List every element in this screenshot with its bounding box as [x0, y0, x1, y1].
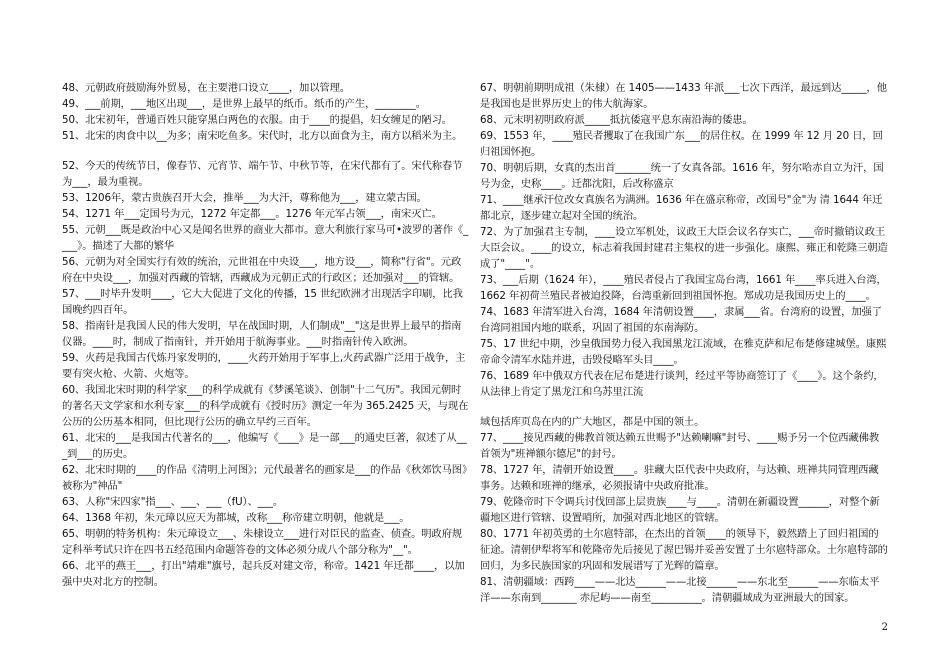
question-51: 51、北宋的肉食中以__为多；南宋吃鱼多。宋代时，北方以面食为主，南方以稻米为主。: [62, 130, 463, 142]
question-76: 76、1689 年中俄双方代表在尼布楚进行谈判，经过平等协商签订了《____》。这个条约，从法律上肯定了黑龙江和乌苏里江流: [480, 370, 884, 398]
question-66: 66、北平的燕王___，打出"靖难"旗号，起兵反对建文帝，称帝。1421 年迁都____，以加强中央对北方的控制。: [62, 560, 465, 588]
question-61: 61、北宋的___是我国古代著名的___，他编写《____》是一部___的通史巨著，叙述了从___到___的历史。: [62, 432, 467, 460]
question-78: 78、1727 年，清朝开始设置____。驻藏大臣代表中央政府，与达赖、班禅共同管理西藏事务。达赖和班禅的继承，必须报请中央政府批准。: [480, 464, 879, 492]
question-71: 71、____继承汗位改女真族名为满洲。1636 年在盛京称帝，改国号"金"为 清 1644 年迁都北京，逐步建立起对全国的统治。: [480, 194, 883, 222]
question-64: 64、1368 年初，朱元璋以应天为都城，改称___称帝建立明朝，他就是___。: [62, 512, 410, 524]
blank-gap: [62, 144, 470, 158]
question-50: 50、北宋初年，普通百姓只能穿黑白两色的衣服。由于____的提倡，妇女缠足的陋习。: [62, 114, 452, 126]
right-column: [480, 80, 888, 606]
question-58: 58、指南针是我国人民的伟大发明，早在战国时期，人们制成"__"这是世界上最早的指南仪器。____时，制成了指南针，并开始用于航海事业。___时指南针传入欧洲。: [62, 320, 462, 348]
question-79: 79、乾隆帝时下令调兵讨伐回部上层贵族____与____。清朝在新疆设置______，对整个新疆地区进行管辖、设置哨所，加强对西北地区的管辖。: [480, 496, 880, 524]
question-48: 48、元朝政府鼓励海外贸易，在主要港口设立____，加以管理。: [62, 82, 351, 94]
left-column: [62, 80, 470, 590]
question-68: 68、元末明初明政府派_____抵抗倭寇平息东南沿海的倭患。: [480, 114, 753, 126]
question-65: 65、明朝的特务机构：朱元璋设立___、朱棣设立___进行对臣民的监查、侦查。明政府规定科举考试只许在四书五经范围内命题答卷的文体必须分成八个部分称为"__"。: [62, 528, 463, 556]
question-53: 53、1206年，蒙古贵族召开大会，推举___为大汗，尊称他为___，建立蒙古国。: [62, 192, 427, 204]
question-76-continued: 域包括库页岛在内的广大地区，都是中国的领土。: [480, 416, 705, 428]
question-67: 67、明朝前期明成祖（朱棣）在 1405——1433 年派___七次下西洋，最远到达_____，他是我国也是世界历史上的伟大航海家。: [480, 82, 887, 110]
question-59: 59、火药是我国古代炼丹家发明的，____火药开始用于军事上,火药武器广泛用于战争，主要有突火枪、火箭、火炮等。: [62, 352, 466, 380]
question-57: 57、___时毕升发明____，它大大促进了文化的传播，15 世纪欧洲才出现活字印刷，比我国晚约四百年。: [62, 288, 463, 316]
question-73: 73、___后期（1624 年），____殖民者侵占了我国宝岛台湾，1661 年____率兵进入台湾，1662 年初荷兰殖民者被迫投降，台湾重新回到祖国怀抱。郑成功是我国历史上的____。: [480, 274, 887, 302]
question-74: 74、1683 年清军进入台湾，1684 年清朝设置____，隶属___省。台湾府的设置，加强了台湾同祖国内地的联系，巩固了祖国的东南海防。: [480, 306, 882, 334]
question-60: 60、我国北宋时期的科学家___的科学成就有《梦溪笔谈》、创制"十二气历"。我国元朝时的著名天文学家和水利专家___的科学成就有《授时历》测定一年为 365.2425 天，与现在公历的公历基本相同，但比现行公历的确立早约三百年。: [62, 384, 469, 428]
question-77: 77、____接见西藏的佛教首领达赖五世赐予"达赖喇嘛"封号、____赐予另一个位西藏佛教首领为"班禅额尔德尼"的封号。: [480, 432, 880, 460]
question-69: 69、1553 年，____殖民者攫取了在我国广东___的居住权。在 1999 年 12 月 20 日，回归祖国怀抱。: [480, 130, 883, 158]
question-80: 80、1771 年初英勇的土尔扈特部，在杰出的首领____的领导下，毅然踏上了回归祖国的征途。清朝伊犁将军和乾隆帝先后接见了渥巴锡并妥善安置了土尔扈特部众。土尔扈特部的回归，为多民族国家的巩固和发展谱写了光辉的篇章。: [480, 528, 888, 572]
question-62: 62、北宋时期的____的作品《清明上河图》；元代最著名的画家是___的作品《秋郊饮马图》被称为"神品": [62, 464, 468, 492]
question-75: 75、17 世纪中期，沙皇俄国势力侵入我国黑龙江流域，在雅克萨和尼布楚修建城堡。康熙帝命令清军水陆并进，击毁侵略军头目____。: [480, 338, 887, 366]
question-56: 56、元朝为对全国实行有效的统治，元世祖在中央设___，地方设___，简称"行省"。元政府在中央设___，加强对西藏的管辖，西藏成为元朝正式的行政区；还加强对___的管辖。: [62, 256, 462, 284]
question-70: 70、明朝后期，女真的杰出首_______统一了女真各部。1616 年，努尔哈赤自立为汗，国号为金，史称____。迁都沈阳，后改称盛京: [480, 162, 884, 190]
question-49: 49、___前期，___地区出现___，是世界上最早的纸币。纸币的产生，________。: [62, 98, 426, 110]
question-52: 52、今天的传统节日，像春节、元宵节、端午节、中秋节等，在宋代都有了。宋代称春节为___，最为重视。: [62, 160, 463, 188]
page-number: 2: [881, 622, 888, 633]
blank-gap: [480, 400, 888, 414]
question-72: 72、为了加强君主专制，____设立军机处，议政王大臣会议名存实亡，___帝时撤销议政王大臣会议。____的设立，标志着我国封建君主集权的进一步强化。康熙、雍正和乾隆三朝造成了"____"。: [480, 226, 888, 270]
question-55: 55、元朝___既是政治中心又是闻名世界的商业大都市。意大利旅行家马可•波罗的著作《____》。描述了大都的繁华: [62, 224, 469, 252]
question-63: 63、人称"宋四家"指___、___、___（fU）、___。: [62, 496, 284, 508]
question-81: 81、清朝疆域：西跨____——北达______——北接______——东北至______——东临太平洋——东南到_______ 赤尼屿——南至__________。清朝疆域成为亚洲最大的国家。: [480, 576, 880, 604]
question-54: 54、1271 年___定国号为元，1272 年定都___。1276 年元军占领___，南宋灭亡。: [62, 208, 442, 220]
